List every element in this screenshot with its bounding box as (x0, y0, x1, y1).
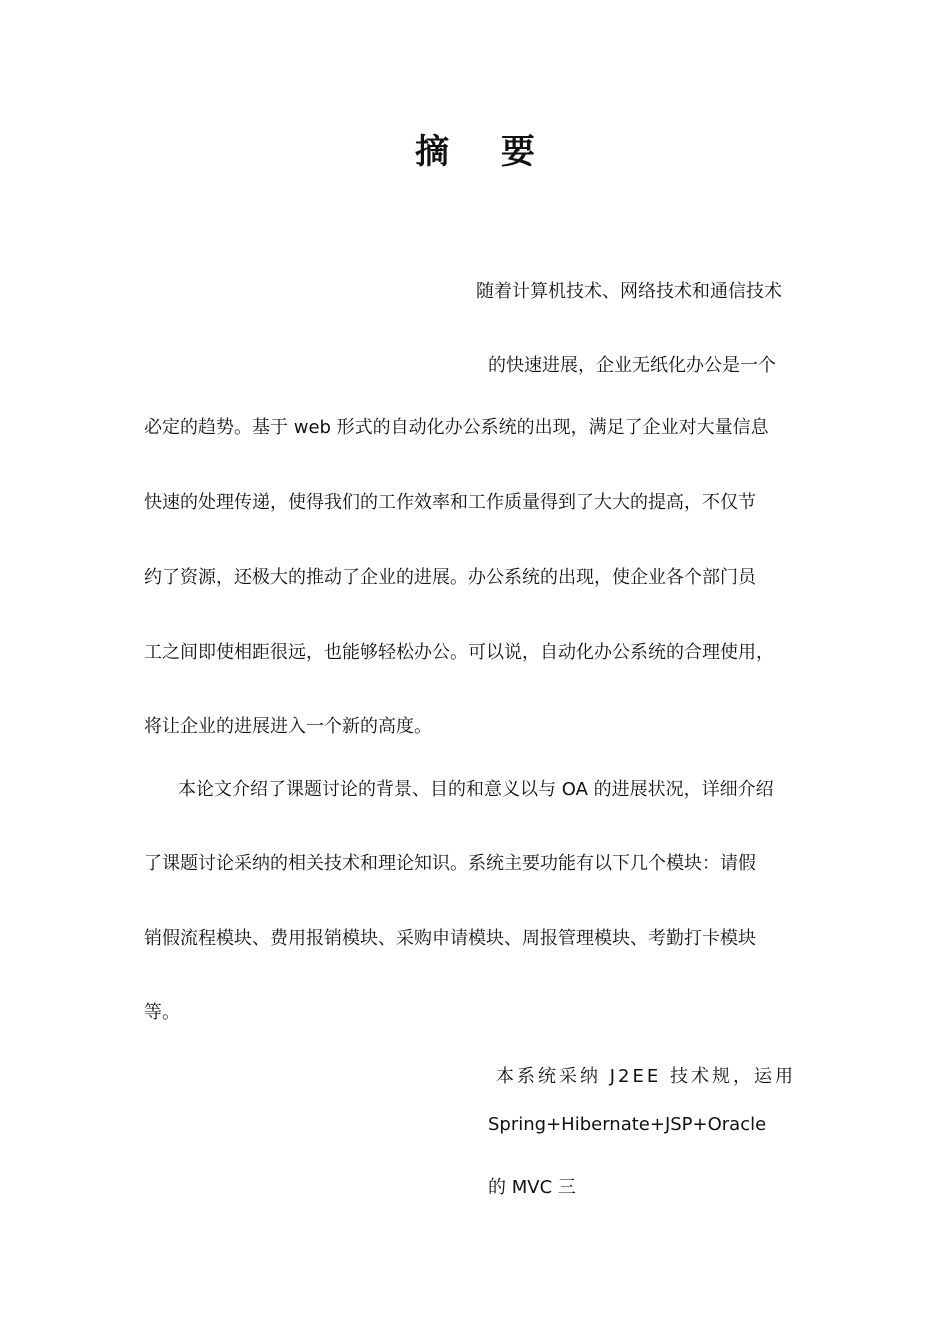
text-line: 本论文介绍了课题讨论的背景、目的和意义以与 OA 的进展状况，详细介绍 (178, 779, 774, 800)
text-line: 将让企业的进展进入一个新的高度。 (144, 716, 432, 737)
text-line: 随着计算机技术、网络技术和通信技术 (476, 281, 782, 302)
text-line: 快速的处理传递，使得我们的工作效率和工作质量得到了大大的提高，不仅节 (144, 492, 756, 513)
text-line: 销假流程模块、费用报销模块、采购申请模块、周报管理模块、考勤打卡模块 (144, 928, 756, 949)
text-line: 必定的趋势。基于 web 形式的自动化办公系统的出现，满足了企业对大量信息 (144, 417, 769, 438)
page-title: 摘 要 (415, 132, 555, 172)
text-line: 的快速进展，企业无纸化办公是一个 (488, 355, 776, 376)
text-line: 等。 (144, 1002, 180, 1023)
text-line: 本系统采纳 J2EE 技术规，运用 (496, 1066, 796, 1087)
text-line: 工之间即使相距很远，也能够轻松办公。可以说，自动化办公系统的合理使用， (144, 642, 774, 663)
text-line: 的 MVC 三 (488, 1177, 576, 1198)
text-line: 约了资源，还极大的推动了企业的进展。办公系统的出现，使企业各个部门员 (144, 567, 756, 588)
text-line: 了课题讨论采纳的相关技术和理论知识。系统主要功能有以下几个模块：请假 (144, 853, 756, 874)
text-line: Spring+Hibernate+JSP+Oracle (488, 1114, 767, 1135)
